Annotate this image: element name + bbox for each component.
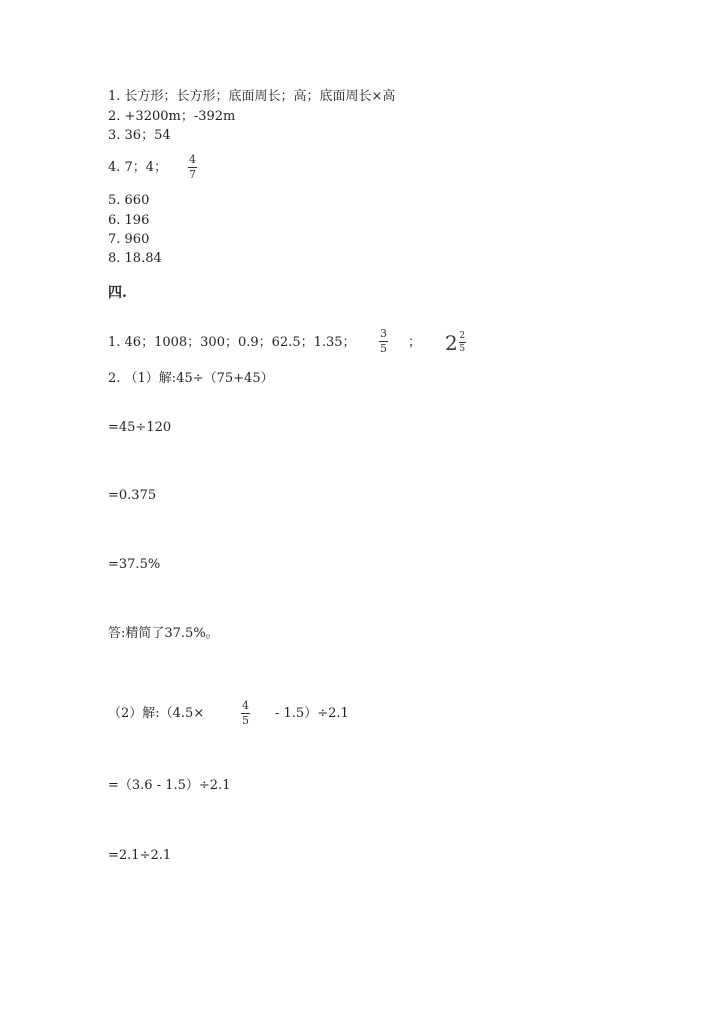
q2-part2-intro-a: （2）解:（4.5× — [108, 706, 205, 721]
answer-line-4: 4. 7；4； — [108, 160, 168, 175]
q2-part2-intro-b: - 1.5）÷2.1 — [275, 706, 349, 721]
fraction-denominator: 5 — [380, 342, 387, 355]
q2-part2-step2: =2.1÷2.1 — [108, 848, 172, 863]
q2-part2-step1: =（3.6 - 1.5）÷2.1 — [108, 778, 231, 793]
fraction-4-5 — [241, 700, 250, 727]
fraction-bar — [459, 342, 466, 343]
answer-line-1: 1. 长方形；长方形；底面周长；高；底面周长×高 — [108, 89, 396, 104]
answer-line-6: 6. 196 — [108, 213, 150, 228]
mixed-fraction — [459, 331, 466, 354]
fraction-numerator: 4 — [189, 153, 196, 166]
fraction-denominator: 7 — [189, 168, 196, 181]
mixed-number-2-2-5 — [445, 331, 466, 354]
mixed-whole: 2 — [445, 330, 458, 355]
q1-answers: 1. 46；1008；300；0.9；62.5；1.35； — [108, 335, 356, 350]
answer-line-2: 2. +3200m；-392m — [108, 109, 236, 124]
fraction-4-7 — [188, 154, 197, 181]
q2-part1-step2: =0.375 — [108, 488, 157, 503]
q2-part1-step1: =45÷120 — [108, 420, 172, 435]
answer-line-8: 8. 18.84 — [108, 251, 162, 266]
separator: ； — [408, 335, 422, 350]
fraction-numerator: 4 — [242, 699, 249, 712]
q2-part1-step3: =37.5% — [108, 557, 161, 572]
q2-part1-answer: 答:精简了37.5%。 — [108, 626, 219, 641]
fraction-numerator: 3 — [380, 327, 387, 340]
answer-line-5: 5. 660 — [108, 193, 150, 208]
fraction-denominator: 5 — [242, 714, 249, 727]
answer-line-7: 7. 960 — [108, 232, 150, 247]
fraction-denominator: 5 — [459, 344, 466, 354]
section-heading: 四. — [108, 285, 127, 301]
fraction-3-5 — [379, 328, 388, 355]
fraction-numerator: 2 — [459, 331, 466, 341]
answer-line-3: 3. 36；54 — [108, 128, 171, 143]
q2-part1-intro: 2. （1）解:45÷（75+45） — [108, 371, 274, 386]
